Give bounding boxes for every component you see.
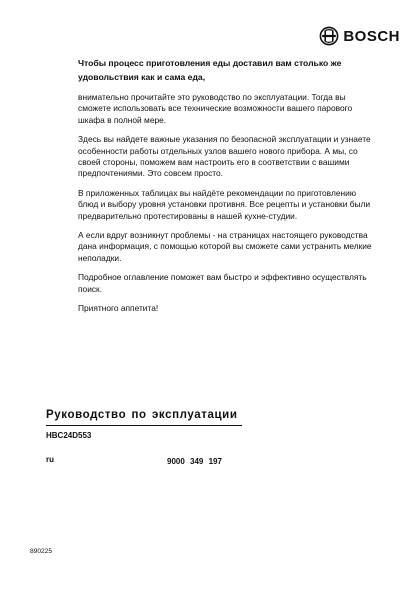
paragraph-safety: Здесь вы найдете важные указания по безопасной эксплуатации и узнаете особенности работы отдельных узлов вашего нового прибора. А мы, со своей стороны, поможем вам настроить его в соответствии с вашими предпочтениями. Это совсем просто. xyxy=(78,134,371,179)
body-text xyxy=(78,57,378,323)
document-number: 9000 349 197 xyxy=(167,457,222,466)
language-code: ru xyxy=(46,455,54,464)
paragraph-read-manual: внимательно прочитайте это руководство по эксплуатации. Тогда вы сможете использовать все технические возможности вашего парового шкафа в полной мере. xyxy=(78,92,353,125)
bosch-armature-icon xyxy=(319,26,339,46)
paragraph-tables: В приложенных таблицах вы найдёте рекомендации по приготовлению блюд и выбору уровня установки противня. Все рецепты и установки были предварительно протестированы в нашей кухне-студии. xyxy=(78,187,371,221)
paragraph-closing: Приятного аппетита! xyxy=(78,303,159,314)
intro-heading: Чтобы процесс приготовления еды доставил вам столько же удовольствия как и сама еда, xyxy=(78,58,342,82)
brand-logo xyxy=(319,26,400,46)
paragraph-troubleshooting: А если вдруг возникнут проблемы - на страницах настоящего руководства дана информация, с помощью которой вы сможете сами устранить мелкие неполадки. xyxy=(78,230,372,263)
model-number: HBC24D553 xyxy=(46,431,92,440)
title-divider xyxy=(46,425,242,426)
paragraph-contents: Подробное оглавление поможет вам быстро и эффективно осуществлять поиск. xyxy=(78,272,367,294)
manual-title: Руководство по эксплуатации xyxy=(46,409,238,421)
brand-name: BOSCH xyxy=(343,27,400,45)
print-code: 890225 xyxy=(30,548,53,555)
